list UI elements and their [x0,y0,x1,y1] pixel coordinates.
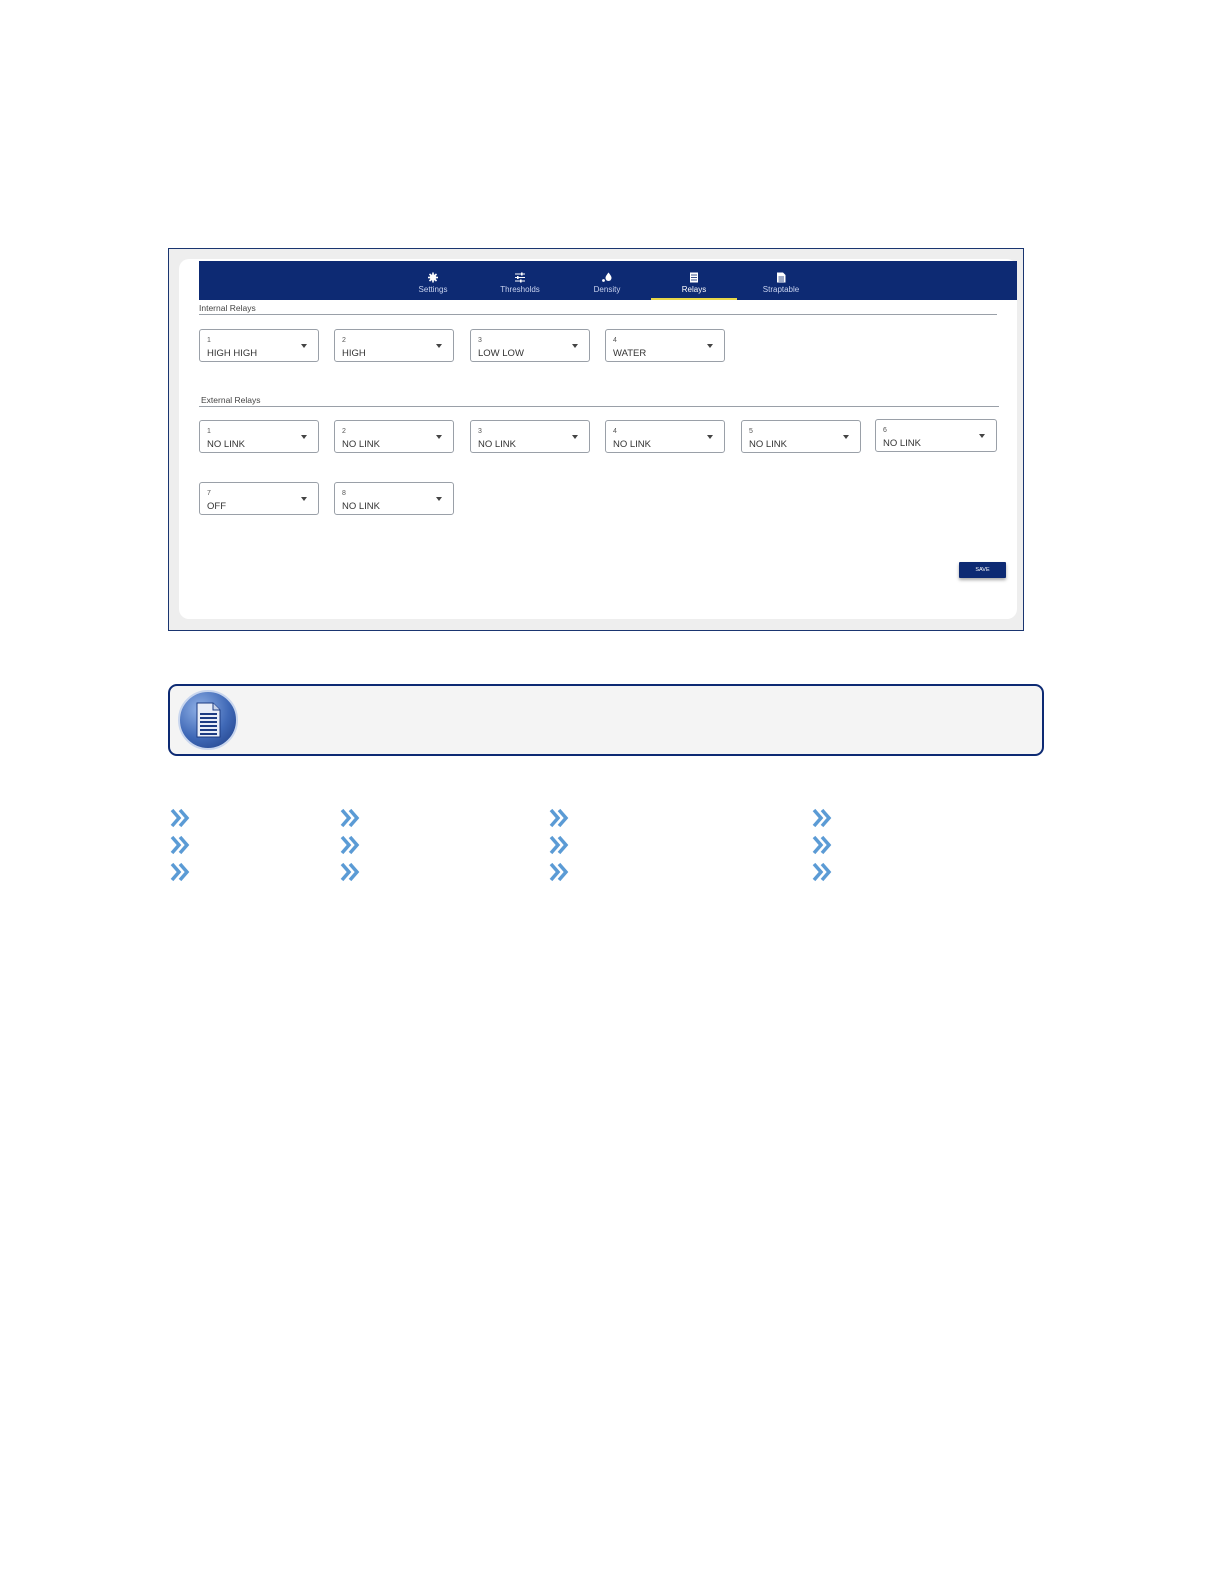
relay-number: 3 [478,428,482,435]
relay-number: 5 [749,428,753,435]
external-relay-6-select[interactable] [875,419,997,452]
tab-thresholds[interactable] [477,261,563,300]
external-relay-4-select[interactable] [605,420,725,453]
double-chevron-icon [170,835,192,855]
tab-settings[interactable] [390,261,476,300]
caret-down-icon [707,344,713,348]
relay-value: OFF [207,501,226,512]
double-chevron-icon [340,862,362,882]
relay-number: 1 [207,337,211,344]
gear-icon [427,270,439,281]
relay-value: NO LINK [207,439,246,450]
relay-number: 8 [342,490,346,497]
divider [199,314,997,315]
tab-label: Density [593,285,621,294]
relay-value: NO LINK [342,501,381,512]
double-chevron-icon [170,862,192,882]
internal-relay-3-select[interactable] [470,329,590,362]
tab-straptable[interactable] [738,261,824,300]
external-relay-2-select[interactable] [334,420,454,453]
internal-relay-1-select[interactable] [199,329,319,362]
caret-down-icon [436,435,442,439]
relay-number: 4 [613,337,617,344]
external-relay-7-select[interactable] [199,482,319,515]
document-note-icon [178,690,238,750]
external-relays-heading: External Relays [201,395,261,405]
relay-number: 2 [342,337,346,344]
relays-card [179,259,1017,619]
relay-number: 7 [207,490,211,497]
caret-down-icon [301,344,307,348]
relay-icon [688,270,700,281]
relay-number: 4 [613,428,617,435]
internal-relays-heading: Internal Relays [199,303,256,313]
divider [199,406,999,407]
save-button[interactable]: SAVE [959,562,1006,578]
caret-down-icon [707,435,713,439]
double-chevron-icon [549,808,571,828]
relay-value: HIGH [342,348,366,359]
relays-screenshot [168,248,1024,631]
double-chevron-icon [340,808,362,828]
relay-number: 6 [883,427,887,434]
tab-label: Relays [681,285,707,294]
internal-relay-2-select[interactable] [334,329,454,362]
relay-value: NO LINK [342,439,381,450]
double-chevron-icon [340,835,362,855]
tab-relays[interactable] [651,261,737,300]
table-icon [775,270,787,281]
sliders-icon [514,270,526,281]
double-chevron-icon [170,808,192,828]
double-chevron-icon [812,808,834,828]
relay-number: 1 [207,428,211,435]
double-chevron-icon [812,835,834,855]
relay-number: 3 [478,337,482,344]
relay-value: NO LINK [613,439,652,450]
tab-label: Thresholds [500,285,540,294]
caret-down-icon [436,344,442,348]
relay-value: NO LINK [883,438,922,449]
relay-value: HIGH HIGH [207,348,258,359]
double-chevron-icon [549,862,571,882]
drop-icon [601,270,613,281]
caret-down-icon [301,497,307,501]
caret-down-icon [979,434,985,438]
top-nav-bar [199,261,1017,300]
external-relay-3-select[interactable] [470,420,590,453]
double-chevron-icon [549,835,571,855]
tab-density[interactable] [564,261,650,300]
caret-down-icon [301,435,307,439]
caret-down-icon [572,435,578,439]
relay-value: NO LINK [749,439,788,450]
external-relay-5-select[interactable] [741,420,861,453]
tab-label: Settings [418,285,448,294]
caret-down-icon [572,344,578,348]
tab-label: Straptable [762,285,800,294]
internal-relay-4-select[interactable] [605,329,725,362]
double-chevron-icon [812,862,834,882]
note-box [168,684,1044,756]
external-relay-1-select[interactable] [199,420,319,453]
relay-value: LOW LOW [478,348,524,359]
caret-down-icon [843,435,849,439]
relay-number: 2 [342,428,346,435]
relay-value: NO LINK [478,439,517,450]
caret-down-icon [436,497,442,501]
relay-value: WATER [613,348,647,359]
external-relay-8-select[interactable] [334,482,454,515]
